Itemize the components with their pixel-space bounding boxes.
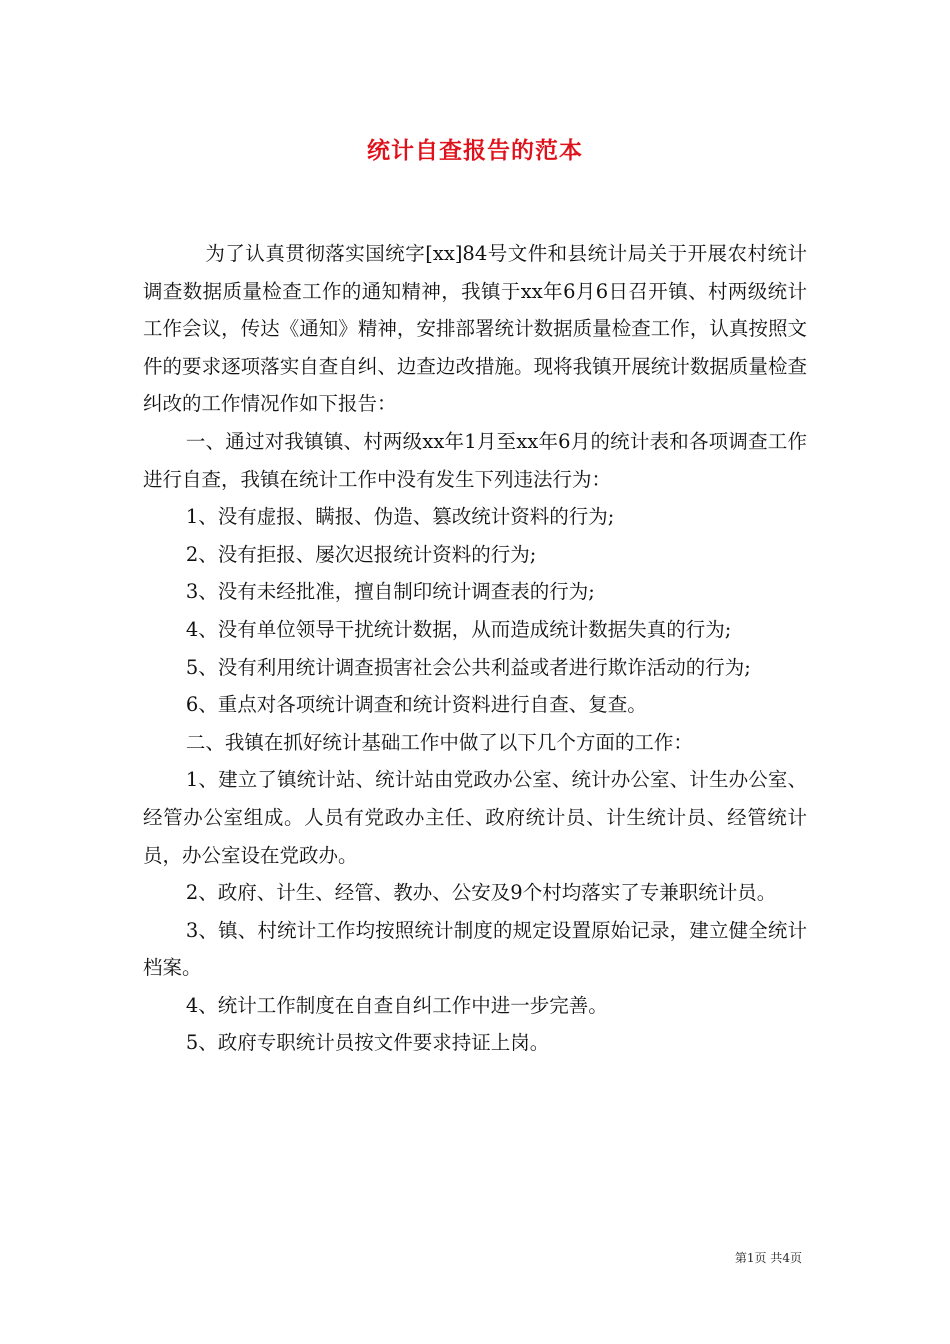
list-item: 3、没有未经批准，擅自制印统计调查表的行为; xyxy=(185,580,595,604)
list-item: 5、政府专职统计员按文件要求持证上岗。 xyxy=(185,1031,550,1055)
list-item: 5、没有利用统计调查损害社会公共利益或者进行欺诈活动的行为; xyxy=(185,655,751,679)
paragraph-section-1: 一、通过对我镇镇、村两级xx年1月至xx年6月的统计表和各项调查工作进行自查，我镇在统计工作中没有发生下列违法行为： xyxy=(143,429,807,491)
list-item: 1、建立了镇统计站、统计站由党政办公室、统计办公室、计生办公室、经管办公室组成。人员有党政办主任、政府统计员、计生统计员、经管统计员，办公室设在党政办。 xyxy=(143,768,807,867)
document-body xyxy=(143,235,807,1062)
list-item: 4、统计工作制度在自查自纠工作中进一步完善。 xyxy=(185,993,608,1017)
list-item: 6、重点对各项统计调查和统计资料进行自查、复查。 xyxy=(185,693,647,717)
paragraph-section-2: 二、我镇在抓好统计基础工作中做了以下几个方面的工作： xyxy=(185,730,693,754)
list-item: 2、政府、计生、经管、教办、公安及9个村均落实了专兼职统计员。 xyxy=(185,881,777,905)
paragraph-intro: 为了认真贯彻落实国统字[xx]84号文件和县统计局关于开展农村统计调查数据质量检查工作的通知精神，我镇于xx年6月6日召开镇、村两级统计工作会议，传达《通知》精神，安排部署统计数据质量检查工作，认真按照文件的要求逐项落实自查自纠、边查边改措施。现将我镇开展统计数据质量检查纠改的工作情况作如下报告： xyxy=(143,242,807,416)
document-title: 统计自查报告的范本 xyxy=(367,137,583,164)
list-item: 4、没有单位领导干扰统计数据，从而造成统计数据失真的行为; xyxy=(185,617,732,641)
list-item: 2、没有拒报、屡次迟报统计资料的行为; xyxy=(185,542,537,566)
list-item: 1、没有虚报、瞒报、伪造、篡改统计资料的行为; xyxy=(185,505,615,529)
list-item: 3、镇、村统计工作均按照统计制度的规定设置原始记录，建立健全统计档案。 xyxy=(143,918,807,980)
page-number: 第1页 共4页 xyxy=(734,1251,802,1265)
